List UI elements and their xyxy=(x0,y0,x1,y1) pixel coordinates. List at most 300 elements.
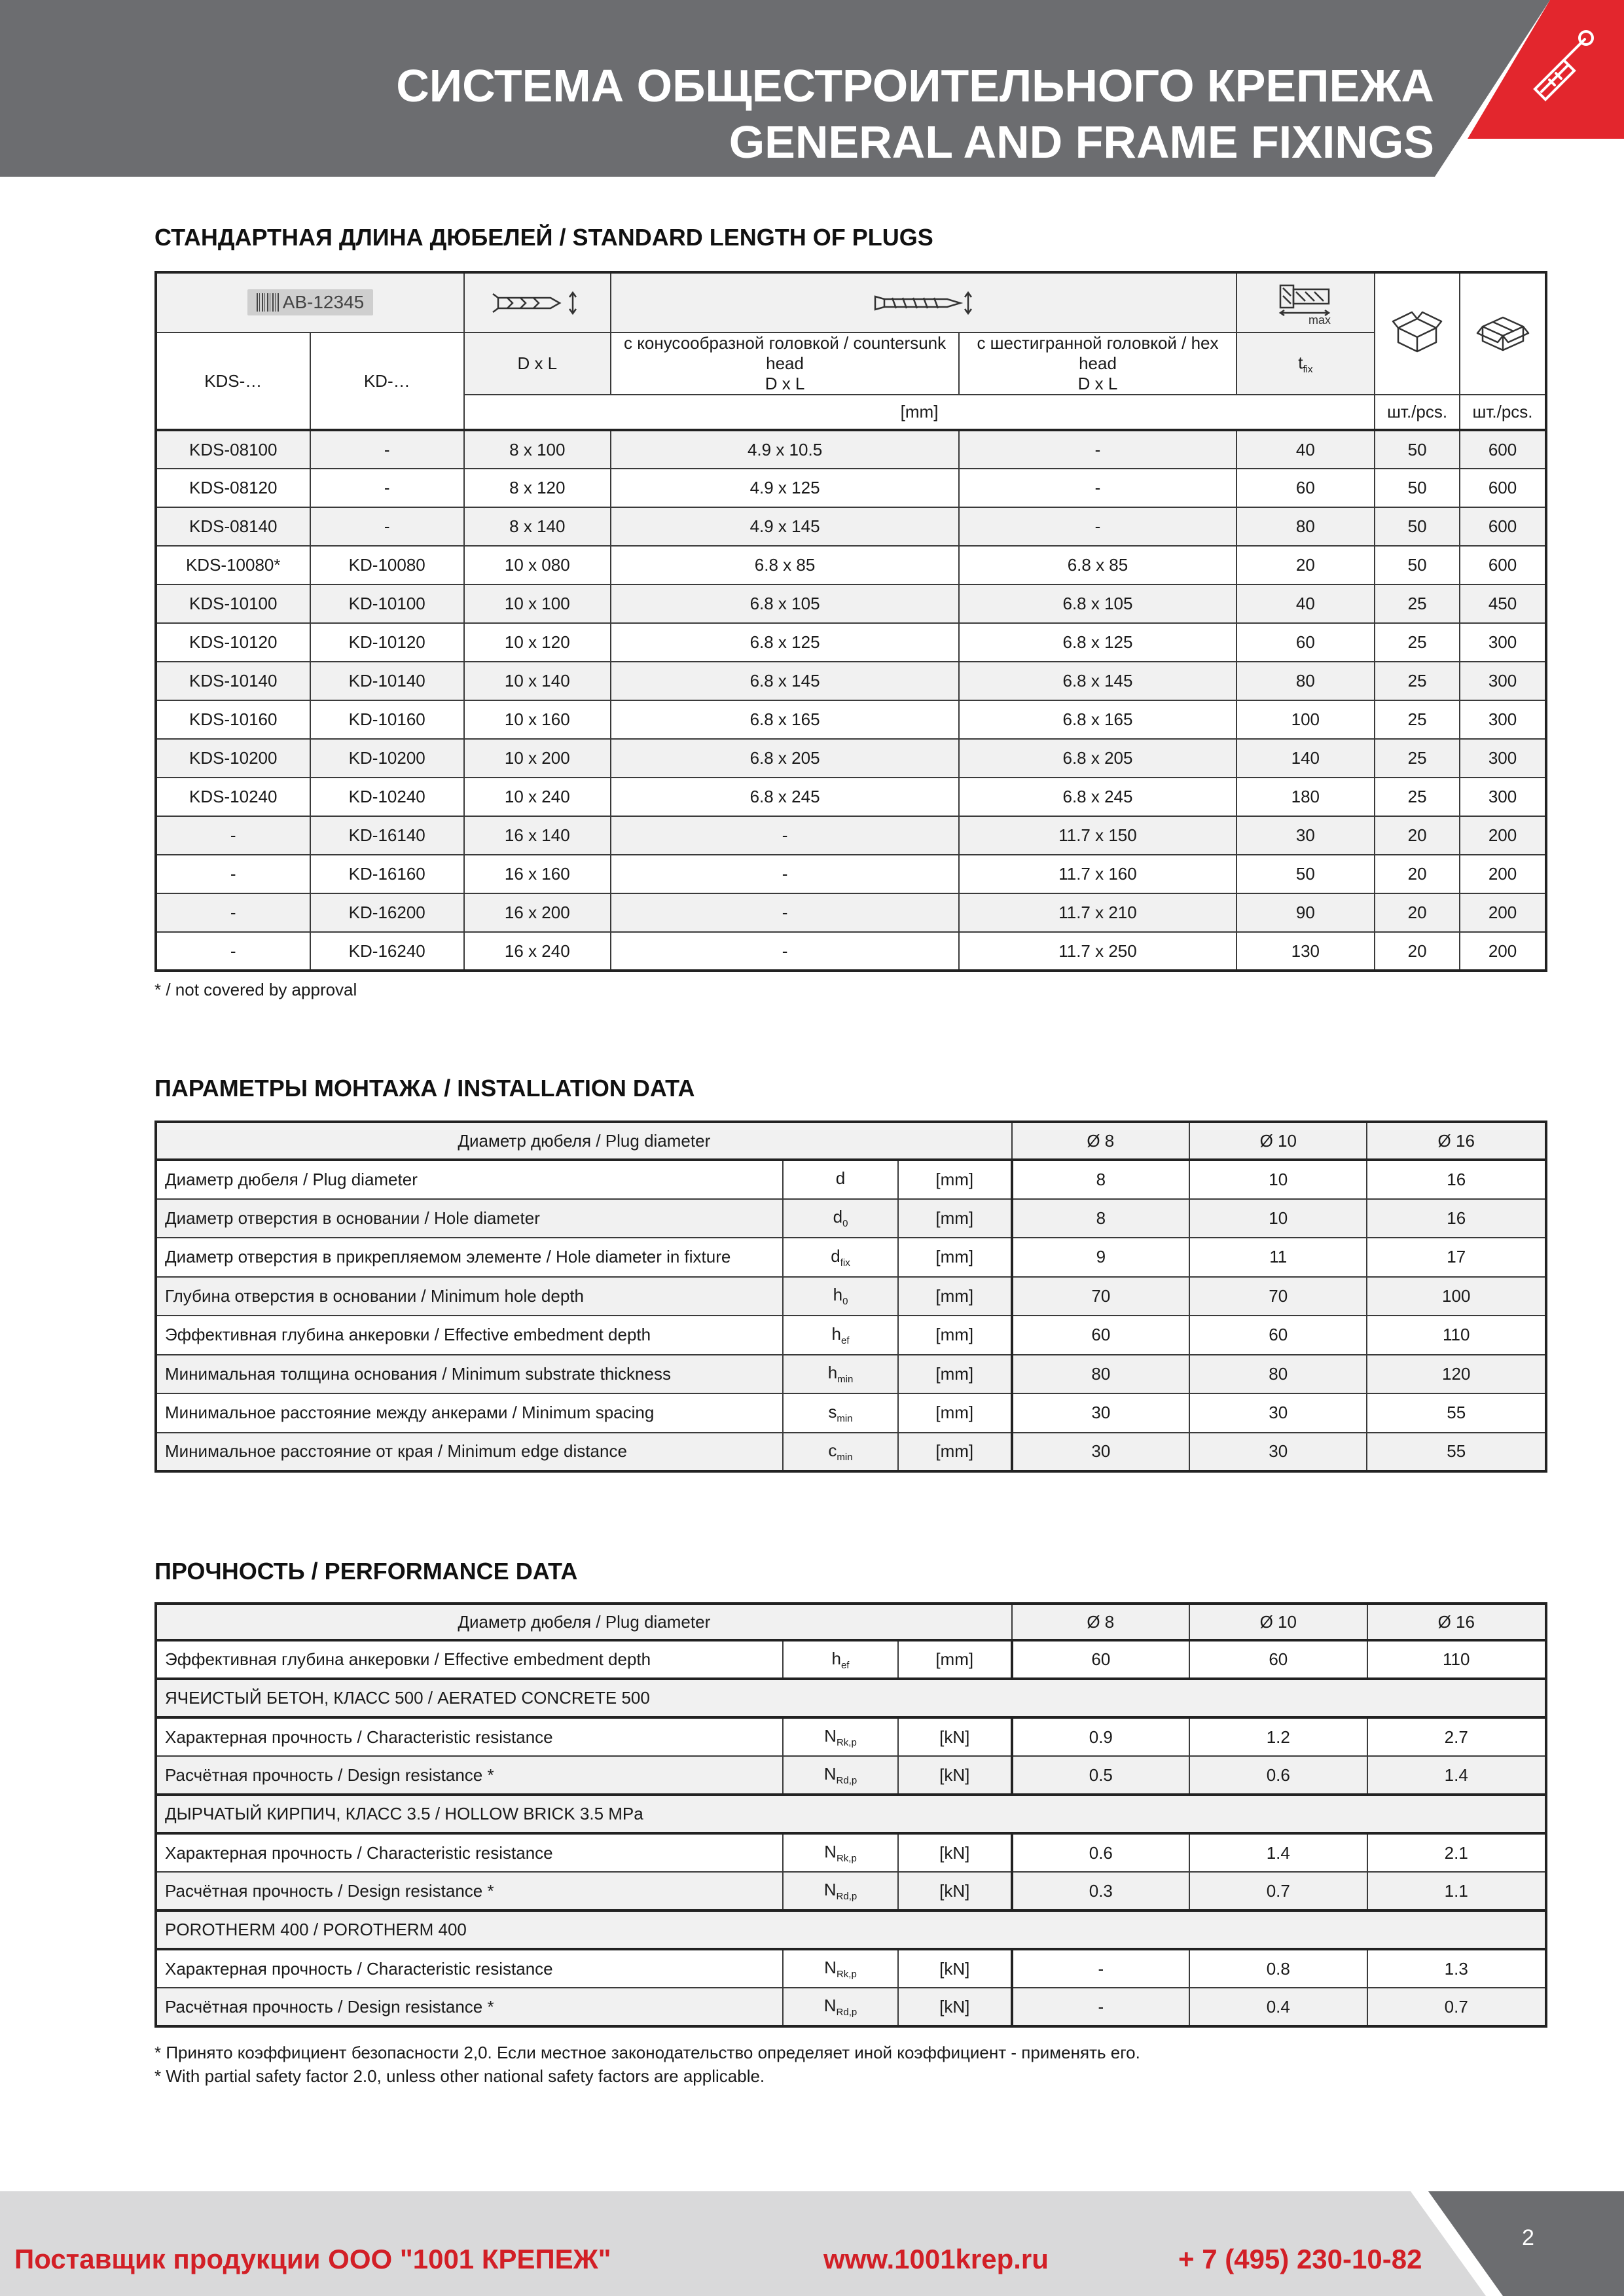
row-symbol xyxy=(783,1833,898,1872)
cell-tfix: 40 xyxy=(1236,584,1375,623)
header-title-ru: СИСТЕМА ОБЩЕСТРОИТЕЛЬНОГО КРЕПЕЖА xyxy=(396,60,1434,111)
cell-pcs-large: 300 xyxy=(1460,623,1546,662)
symbol-letter: d xyxy=(833,1207,843,1227)
page-header xyxy=(0,0,1624,177)
row-symbol xyxy=(783,1316,898,1355)
table-row xyxy=(156,739,1546,778)
diameter-header: Ø 10 xyxy=(1189,1604,1367,1640)
cell-dl: 8 x 100 xyxy=(464,430,611,469)
row-value: 110 xyxy=(1367,1640,1547,1679)
row-symbol xyxy=(783,1949,898,1988)
cell-kd: KD-16160 xyxy=(310,855,464,893)
cell-countersunk: 6.8 x 245 xyxy=(611,778,960,816)
table-row xyxy=(156,1949,1546,1988)
installation-table xyxy=(154,1121,1547,1473)
row-value: 0.7 xyxy=(1189,1872,1367,1910)
row-value: 10 xyxy=(1189,1199,1367,1238)
row-label: Характерная прочность / Characteristic resistance xyxy=(156,1717,783,1756)
row-value: 30 xyxy=(1012,1433,1189,1472)
row-label: Минимальное расстояние между анкерами / Minimum spacing xyxy=(156,1393,783,1433)
cell-kd: - xyxy=(310,469,464,507)
symbol-letter: N xyxy=(823,1764,837,1784)
symbol-letter: h xyxy=(831,1648,841,1668)
cell-kds: KDS-10080* xyxy=(156,546,310,584)
row-value: 2.1 xyxy=(1367,1833,1547,1872)
table-row xyxy=(156,1160,1546,1199)
cell-pcs-large: 200 xyxy=(1460,855,1546,893)
cell-countersunk: 4.9 x 145 xyxy=(611,507,960,546)
unit-pcs-2: шт./pcs. xyxy=(1460,395,1546,430)
symbol-letter: N xyxy=(823,1996,837,2015)
table-row xyxy=(156,546,1546,584)
cell-pcs-large: 300 xyxy=(1460,739,1546,778)
row-symbol xyxy=(783,1872,898,1910)
row-value: 17 xyxy=(1367,1238,1546,1277)
cell-pcs-small: 50 xyxy=(1375,507,1460,546)
row-value: 0.6 xyxy=(1012,1833,1189,1872)
row-symbol xyxy=(783,1717,898,1756)
row-value: 1.1 xyxy=(1367,1872,1547,1910)
diameter-header: Ø 16 xyxy=(1367,1122,1546,1160)
cell-hex: - xyxy=(959,507,1236,546)
group-title-row xyxy=(156,1795,1546,1833)
diameter-header: Ø 8 xyxy=(1012,1604,1189,1640)
row-unit: [kN] xyxy=(898,1756,1012,1795)
performance-note-en: * With partial safety factor 2.0, unless other national safety factors are applicable. xyxy=(154,2066,765,2086)
carton-icon-cell xyxy=(1460,272,1546,395)
table-row xyxy=(156,816,1546,855)
table-row xyxy=(156,1355,1546,1394)
tfix-icon-cell xyxy=(1236,272,1375,332)
cell-kd: KD-10140 xyxy=(310,662,464,700)
symbol-letter: c xyxy=(828,1440,837,1460)
symbol-letter: s xyxy=(828,1401,837,1422)
footer-supplier: Поставщик продукции ООО "1001 КРЕПЕЖ" xyxy=(14,2244,611,2274)
row-unit: [kN] xyxy=(898,1833,1012,1872)
row-value: 60 xyxy=(1189,1640,1367,1679)
cell-kd: KD-16240 xyxy=(310,932,464,971)
symbol-subscript: ef xyxy=(840,1659,850,1671)
table-row xyxy=(156,1717,1546,1756)
row-value: 0.8 xyxy=(1189,1949,1367,1988)
symbol-subscript: Rk,p xyxy=(836,1853,857,1864)
cell-countersunk: 6.8 x 145 xyxy=(611,662,960,700)
cell-pcs-large: 600 xyxy=(1460,469,1546,507)
cell-kds: - xyxy=(156,932,310,971)
row-unit: [mm] xyxy=(898,1433,1012,1472)
unit-mm-header: [mm] xyxy=(464,395,1375,430)
row-value: 70 xyxy=(1189,1277,1367,1316)
symbol-subscript: min xyxy=(837,1451,853,1463)
table-header-row xyxy=(156,1604,1546,1640)
symbol-letter: h xyxy=(827,1363,838,1383)
cell-kds: KDS-10140 xyxy=(156,662,310,700)
row-value: - xyxy=(1012,1949,1189,1988)
cell-kd: KD-10080 xyxy=(310,546,464,584)
cell-kds: KDS-10240 xyxy=(156,778,310,816)
symbol-letter: N xyxy=(824,1842,837,1861)
cell-kd: - xyxy=(310,507,464,546)
cell-dl: 10 x 120 xyxy=(464,623,611,662)
wall-plug-icon xyxy=(1522,26,1600,105)
cell-hex: 6.8 x 125 xyxy=(959,623,1236,662)
barcode-icon xyxy=(257,293,279,312)
cell-dl: 10 x 240 xyxy=(464,778,611,816)
cell-hex: 11.7 x 250 xyxy=(959,932,1236,971)
cell-kds: KDS-10200 xyxy=(156,739,310,778)
row-label: Диаметр отверстия в прикрепляемом элементе / Hole diameter in fixture xyxy=(156,1238,783,1277)
header-title xyxy=(396,58,1434,170)
table-row xyxy=(156,1393,1546,1433)
row-value: 0.9 xyxy=(1012,1717,1189,1756)
row-value: 55 xyxy=(1367,1433,1546,1472)
row-symbol xyxy=(783,1433,898,1472)
symbol-subscript: ef xyxy=(840,1335,850,1346)
installation-table-body xyxy=(156,1122,1546,1471)
symbol-letter: h xyxy=(831,1323,841,1344)
row-value: 110 xyxy=(1367,1316,1546,1355)
row-value: 70 xyxy=(1012,1277,1189,1316)
performance-table-body xyxy=(156,1604,1546,2026)
symbol-letter: d xyxy=(835,1168,846,1189)
row-label: Диаметр дюбеля / Plug diameter xyxy=(156,1160,783,1199)
row-label: Расчётная прочность / Design resistance * xyxy=(156,1872,783,1910)
table-row xyxy=(156,1640,1546,1679)
cell-pcs-large: 450 xyxy=(1460,584,1546,623)
cell-tfix: 140 xyxy=(1236,739,1375,778)
plugs-table-body xyxy=(156,430,1546,971)
symbol-letter: h xyxy=(833,1285,843,1305)
row-value: 0.6 xyxy=(1189,1756,1367,1795)
table-row xyxy=(156,893,1546,932)
symbol-letter: N xyxy=(823,1880,837,1899)
cell-tfix: 50 xyxy=(1236,855,1375,893)
row-symbol xyxy=(783,1988,898,2026)
diameter-header: Ø 8 xyxy=(1012,1122,1189,1160)
screw-icon-cell xyxy=(611,272,1236,332)
cell-tfix: 40 xyxy=(1236,430,1375,469)
cell-hex: 11.7 x 150 xyxy=(959,816,1236,855)
plug-icon-cell xyxy=(464,272,611,332)
table-row xyxy=(156,430,1546,469)
row-value: 16 xyxy=(1367,1160,1546,1199)
row-value: 30 xyxy=(1012,1393,1189,1433)
col-dl-header: D x L xyxy=(464,332,611,395)
barcode-label xyxy=(247,289,374,315)
row-unit: [mm] xyxy=(898,1277,1012,1316)
header-title-en: GENERAL AND FRAME FIXINGS xyxy=(729,117,1434,168)
plugs-table xyxy=(154,271,1547,972)
table-row xyxy=(156,855,1546,893)
footer-website-link[interactable]: www.1001krep.ru xyxy=(823,2244,1049,2274)
row-value: 8 xyxy=(1012,1160,1189,1199)
cell-countersunk: 6.8 x 165 xyxy=(611,700,960,739)
cell-kd: KD-10120 xyxy=(310,623,464,662)
cell-pcs-large: 200 xyxy=(1460,816,1546,855)
cell-countersunk: - xyxy=(611,932,960,971)
row-label: Расчётная прочность / Design resistance * xyxy=(156,1988,783,2026)
cell-countersunk: - xyxy=(611,893,960,932)
col-countersunk-label: с конусообразной головкой / countersunk head xyxy=(623,333,947,373)
group-title-row xyxy=(156,1910,1546,1949)
page-number: 2 xyxy=(1522,2225,1534,2250)
group-title-row xyxy=(156,1679,1546,1717)
cell-pcs-small: 25 xyxy=(1375,700,1460,739)
symbol-subscript: Rk,p xyxy=(836,1969,857,1980)
row-unit: [mm] xyxy=(898,1199,1012,1238)
col-tfix-header xyxy=(1236,332,1375,395)
table-row xyxy=(156,584,1546,623)
row-label: Диаметр отверстия в основании / Hole diameter xyxy=(156,1199,783,1238)
plug-icon xyxy=(492,289,583,317)
cell-pcs-small: 25 xyxy=(1375,584,1460,623)
carton-icon xyxy=(1476,311,1530,357)
cell-tfix: 60 xyxy=(1236,623,1375,662)
col-tfix-symbol: t xyxy=(1298,352,1303,372)
row-value: 120 xyxy=(1367,1355,1546,1394)
symbol-subscript: Rd,p xyxy=(836,1891,857,1902)
col-hex-header xyxy=(959,332,1236,395)
cell-kd: KD-10200 xyxy=(310,739,464,778)
cell-dl: 10 x 200 xyxy=(464,739,611,778)
table-row xyxy=(156,662,1546,700)
table-row xyxy=(156,1238,1546,1277)
table-row xyxy=(156,932,1546,971)
cell-kds: KDS-10100 xyxy=(156,584,310,623)
col-tfix-sub: fix xyxy=(1303,363,1313,375)
row-value: 10 xyxy=(1189,1160,1367,1199)
table-row xyxy=(156,1277,1546,1316)
row-symbol xyxy=(783,1393,898,1433)
row-unit: [mm] xyxy=(898,1238,1012,1277)
cell-tfix: 30 xyxy=(1236,816,1375,855)
row-value: 1.3 xyxy=(1367,1949,1547,1988)
table-row xyxy=(156,1872,1546,1910)
cell-pcs-large: 600 xyxy=(1460,507,1546,546)
barcode-cell xyxy=(156,272,464,332)
cell-pcs-small: 50 xyxy=(1375,546,1460,584)
cell-kd: KD-16140 xyxy=(310,816,464,855)
cell-hex: 6.8 x 85 xyxy=(959,546,1236,584)
cell-pcs-small: 50 xyxy=(1375,430,1460,469)
row-unit: [mm] xyxy=(898,1316,1012,1355)
row-label: Минимальное расстояние от края / Minimum edge distance xyxy=(156,1433,783,1472)
row-unit: [kN] xyxy=(898,1717,1012,1756)
cell-dl: 10 x 100 xyxy=(464,584,611,623)
screw-icon xyxy=(871,289,976,317)
col-kd-header: KD-… xyxy=(310,332,464,430)
symbol-letter: d xyxy=(831,1246,840,1266)
cell-dl: 10 x 080 xyxy=(464,546,611,584)
cell-pcs-large: 600 xyxy=(1460,430,1546,469)
cell-countersunk: 4.9 x 125 xyxy=(611,469,960,507)
row-value: 80 xyxy=(1012,1355,1189,1394)
table-row xyxy=(156,1988,1546,2026)
cell-countersunk: 6.8 x 205 xyxy=(611,739,960,778)
cell-tfix: 130 xyxy=(1236,932,1375,971)
cell-pcs-small: 20 xyxy=(1375,816,1460,855)
fixture-thickness-icon xyxy=(1274,280,1337,326)
cell-pcs-large: 300 xyxy=(1460,700,1546,739)
table-row xyxy=(156,623,1546,662)
cell-hex: 11.7 x 210 xyxy=(959,893,1236,932)
row-unit: [kN] xyxy=(898,1872,1012,1910)
cell-kds: - xyxy=(156,893,310,932)
cell-countersunk: - xyxy=(611,855,960,893)
row-unit: [mm] xyxy=(898,1393,1012,1433)
symbol-subscript: Rd,p xyxy=(836,2007,857,2018)
group-title: ЯЧЕИСТЫЙ БЕТОН, КЛАСС 500 / AERATED CONCRETE 500 xyxy=(156,1679,1546,1717)
cell-pcs-small: 50 xyxy=(1375,469,1460,507)
cell-countersunk: - xyxy=(611,816,960,855)
row-symbol xyxy=(783,1199,898,1238)
installation-heading: ПАРАМЕТРЫ МОНТАЖА / INSTALLATION DATA xyxy=(154,1075,695,1102)
table-row xyxy=(156,469,1546,507)
cell-pcs-large: 200 xyxy=(1460,932,1546,971)
cell-tfix: 100 xyxy=(1236,700,1375,739)
row-value: 0.5 xyxy=(1012,1756,1189,1795)
row-symbol xyxy=(783,1756,898,1795)
row-unit: [kN] xyxy=(898,1988,1012,2026)
performance-heading: ПРОЧНОСТЬ / PERFORMANCE DATA xyxy=(154,1558,578,1585)
cell-countersunk: 6.8 x 85 xyxy=(611,546,960,584)
cell-tfix: 80 xyxy=(1236,507,1375,546)
cell-pcs-small: 20 xyxy=(1375,855,1460,893)
performance-notes xyxy=(154,2041,1140,2088)
cell-kd: KD-10240 xyxy=(310,778,464,816)
row-label: Характерная прочность / Characteristic resistance xyxy=(156,1949,783,1988)
symbol-subscript: fix xyxy=(840,1257,850,1268)
cell-kds: KDS-08120 xyxy=(156,469,310,507)
row-symbol xyxy=(783,1160,898,1199)
row-value: 1.2 xyxy=(1189,1717,1367,1756)
box-icon xyxy=(1390,311,1444,357)
cell-tfix: 80 xyxy=(1236,662,1375,700)
cell-kds: KDS-08100 xyxy=(156,430,310,469)
unit-pcs-1: шт./pcs. xyxy=(1375,395,1460,430)
cell-countersunk: 6.8 x 125 xyxy=(611,623,960,662)
cell-kds: - xyxy=(156,855,310,893)
cell-pcs-large: 600 xyxy=(1460,546,1546,584)
symbol-subscript: min xyxy=(837,1374,854,1386)
table-row xyxy=(156,1433,1546,1472)
row-label: Глубина отверстия в основании / Minimum hole depth xyxy=(156,1277,783,1316)
cell-hex: - xyxy=(959,430,1236,469)
plugs-heading: СТАНДАРТНАЯ ДЛИНА ДЮБЕЛЕЙ / STANDARD LENGTH OF PLUGS xyxy=(154,224,933,251)
cell-countersunk: 6.8 x 105 xyxy=(611,584,960,623)
cell-dl: 10 x 160 xyxy=(464,700,611,739)
cell-dl: 8 x 140 xyxy=(464,507,611,546)
row-value: 0.7 xyxy=(1367,1988,1547,2026)
row-value: 30 xyxy=(1189,1433,1367,1472)
row-label: Эффективная глубина анкеровки / Effective embedment depth xyxy=(156,1316,783,1355)
row-value: - xyxy=(1012,1988,1189,2026)
cell-pcs-small: 25 xyxy=(1375,778,1460,816)
col-hex-label: с шестигранной головкой / hex head xyxy=(977,333,1219,373)
row-unit: [mm] xyxy=(898,1640,1012,1679)
plugs-footnote: * / not covered by approval xyxy=(154,980,357,999)
row-symbol xyxy=(783,1355,898,1394)
cell-pcs-small: 20 xyxy=(1375,893,1460,932)
cell-tfix: 20 xyxy=(1236,546,1375,584)
row-value: 11 xyxy=(1189,1238,1367,1277)
tfix-max-label: max xyxy=(1308,313,1331,326)
col-kds-header: KDS-… xyxy=(156,332,310,430)
barcode-text: AB-12345 xyxy=(282,292,365,312)
symbol-letter: N xyxy=(824,1958,837,1977)
cell-kds: KDS-10120 xyxy=(156,623,310,662)
cell-hex: 6.8 x 165 xyxy=(959,700,1236,739)
row-value: 55 xyxy=(1367,1393,1546,1433)
table-row xyxy=(156,507,1546,546)
row-symbol xyxy=(783,1238,898,1277)
cell-kd: KD-10100 xyxy=(310,584,464,623)
symbol-subscript: min xyxy=(837,1412,853,1424)
cell-hex: 6.8 x 105 xyxy=(959,584,1236,623)
table-row xyxy=(156,778,1546,816)
row-value: 60 xyxy=(1189,1316,1367,1355)
cell-tfix: 180 xyxy=(1236,778,1375,816)
cell-hex: 6.8 x 245 xyxy=(959,778,1236,816)
footer-phone[interactable]: + 7 (495) 230-10-82 xyxy=(1178,2244,1422,2274)
row-value: 1.4 xyxy=(1189,1833,1367,1872)
symbol-subscript: 0 xyxy=(842,1218,848,1230)
box-icon-cell xyxy=(1375,272,1460,395)
row-label: Эффективная глубина анкеровки / Effective embedment depth xyxy=(156,1640,783,1679)
row-label: Характерная прочность / Characteristic resistance xyxy=(156,1833,783,1872)
cell-dl: 16 x 200 xyxy=(464,893,611,932)
row-symbol xyxy=(783,1640,898,1679)
cell-hex: 6.8 x 145 xyxy=(959,662,1236,700)
table-row xyxy=(156,700,1546,739)
row-unit: [kN] xyxy=(898,1949,1012,1988)
row-value: 0.3 xyxy=(1012,1872,1189,1910)
table-header-row xyxy=(156,1122,1546,1160)
table-row xyxy=(156,1199,1546,1238)
table-row xyxy=(156,1756,1546,1795)
row-label: Расчётная прочность / Design resistance * xyxy=(156,1756,783,1795)
cell-kds: - xyxy=(156,816,310,855)
row-value: 0.4 xyxy=(1189,1988,1367,2026)
symbol-subscript: Rd,p xyxy=(836,1775,857,1786)
col-countersunk-sub: D x L xyxy=(765,374,805,393)
cell-kd: KD-10160 xyxy=(310,700,464,739)
row-value: 60 xyxy=(1012,1640,1189,1679)
row-value: 8 xyxy=(1012,1199,1189,1238)
cell-kd: KD-16200 xyxy=(310,893,464,932)
row-value: 80 xyxy=(1189,1355,1367,1394)
diameter-header: Ø 16 xyxy=(1367,1604,1547,1640)
cell-hex: 11.7 x 160 xyxy=(959,855,1236,893)
row-unit: [mm] xyxy=(898,1355,1012,1394)
cell-pcs-small: 25 xyxy=(1375,623,1460,662)
group-title: POROTHERM 400 / POROTHERM 400 xyxy=(156,1910,1546,1949)
cell-hex: 6.8 x 205 xyxy=(959,739,1236,778)
cell-hex: - xyxy=(959,469,1236,507)
row-unit: [mm] xyxy=(898,1160,1012,1199)
performance-note-ru: * Принято коэффициент безопасности 2,0. Если местное законодательство определяет иной коэффициент - применять его. xyxy=(154,2043,1140,2062)
cell-pcs-large: 300 xyxy=(1460,662,1546,700)
row-value: 100 xyxy=(1367,1277,1546,1316)
diameter-header: Ø 10 xyxy=(1189,1122,1367,1160)
group-title: ДЫРЧАТЫЙ КИРПИЧ, КЛАСС 3.5 / HOLLOW BRICK 3.5 MPa xyxy=(156,1795,1546,1833)
row-value: 1.4 xyxy=(1367,1756,1547,1795)
cell-kds: KDS-08140 xyxy=(156,507,310,546)
cell-tfix: 60 xyxy=(1236,469,1375,507)
table-row xyxy=(156,1316,1546,1355)
cell-dl: 16 x 160 xyxy=(464,855,611,893)
symbol-subscript: 0 xyxy=(842,1296,848,1308)
